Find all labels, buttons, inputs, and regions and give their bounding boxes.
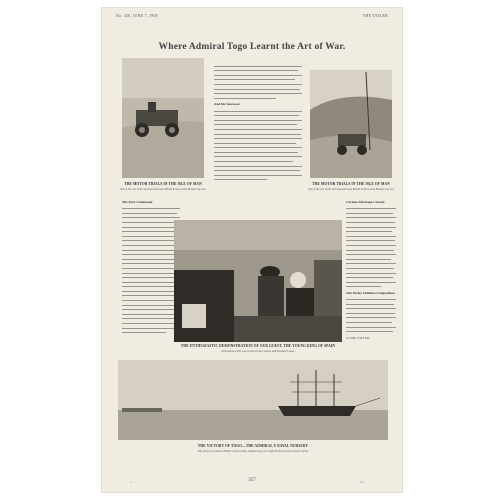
sailing-ship-image bbox=[118, 360, 388, 440]
hill-car-image bbox=[310, 70, 392, 178]
photo-motor-trials-left bbox=[122, 58, 204, 178]
motor-car-image bbox=[122, 58, 204, 178]
last-line-tatler: in THE TATLER. bbox=[346, 335, 370, 340]
page-header bbox=[102, 8, 402, 20]
text-column-left bbox=[122, 200, 180, 337]
header-issue: No. 359, JUNE 7, 1905 bbox=[116, 13, 158, 18]
magazine-page bbox=[102, 8, 402, 492]
header-masthead: THE TATLER bbox=[362, 13, 388, 18]
subcaption-bottom: This picture was taken in British waters in June. Admiral Togo was taught his first lessons in naval warfare bbox=[197, 450, 309, 453]
page-title: Where Admiral Togo Learnt the Art of War. bbox=[158, 42, 346, 52]
subhead-first-commoner: The First Commoner bbox=[122, 200, 153, 204]
text-column-centre bbox=[214, 62, 302, 184]
photo-king-of-spain bbox=[174, 220, 342, 342]
photo-naval-nursery bbox=[118, 360, 388, 440]
caption-middle: THE ENTHUSIASTIC DEMONSTRATION OF OUR GUEST, THE YOUNG KING OF SPAIN bbox=[180, 344, 336, 348]
caption-right: THE MOTOR TRIALS IN THE ISLE OF MAN bbox=[312, 182, 390, 186]
subcaption-right: One of the cars which will represent Great Britain in the Gordon Bennett Cup race bbox=[308, 188, 394, 191]
text-column-right bbox=[346, 200, 396, 340]
subcaption-left: One of the cars which will represent Great Britain in the Gordon Bennett Cup race bbox=[120, 188, 206, 191]
photo-motor-trials-right bbox=[310, 70, 392, 178]
page-number: 357 bbox=[248, 478, 256, 483]
footer-left-mark: o bbox=[130, 480, 132, 484]
subhead-marriage: Curious Marriage Custom bbox=[346, 200, 385, 204]
subhead-successor: And his Successor bbox=[214, 102, 241, 107]
caption-bottom: THE VICTORY OF TOGO—THE ADMIRAL'S NAVAL NURSERY bbox=[197, 444, 309, 448]
carriage-procession-image bbox=[174, 220, 342, 342]
subcaption-middle: King Alfonso XIII. was received in the carriage with President Loubet bbox=[221, 350, 295, 353]
footer-right-mark: b 4 bbox=[360, 480, 364, 484]
subhead-children: Our Pretty Children Competition bbox=[346, 290, 395, 295]
caption-left: THE MOTOR TRIALS IN THE ISLE OF MAN bbox=[124, 182, 202, 186]
